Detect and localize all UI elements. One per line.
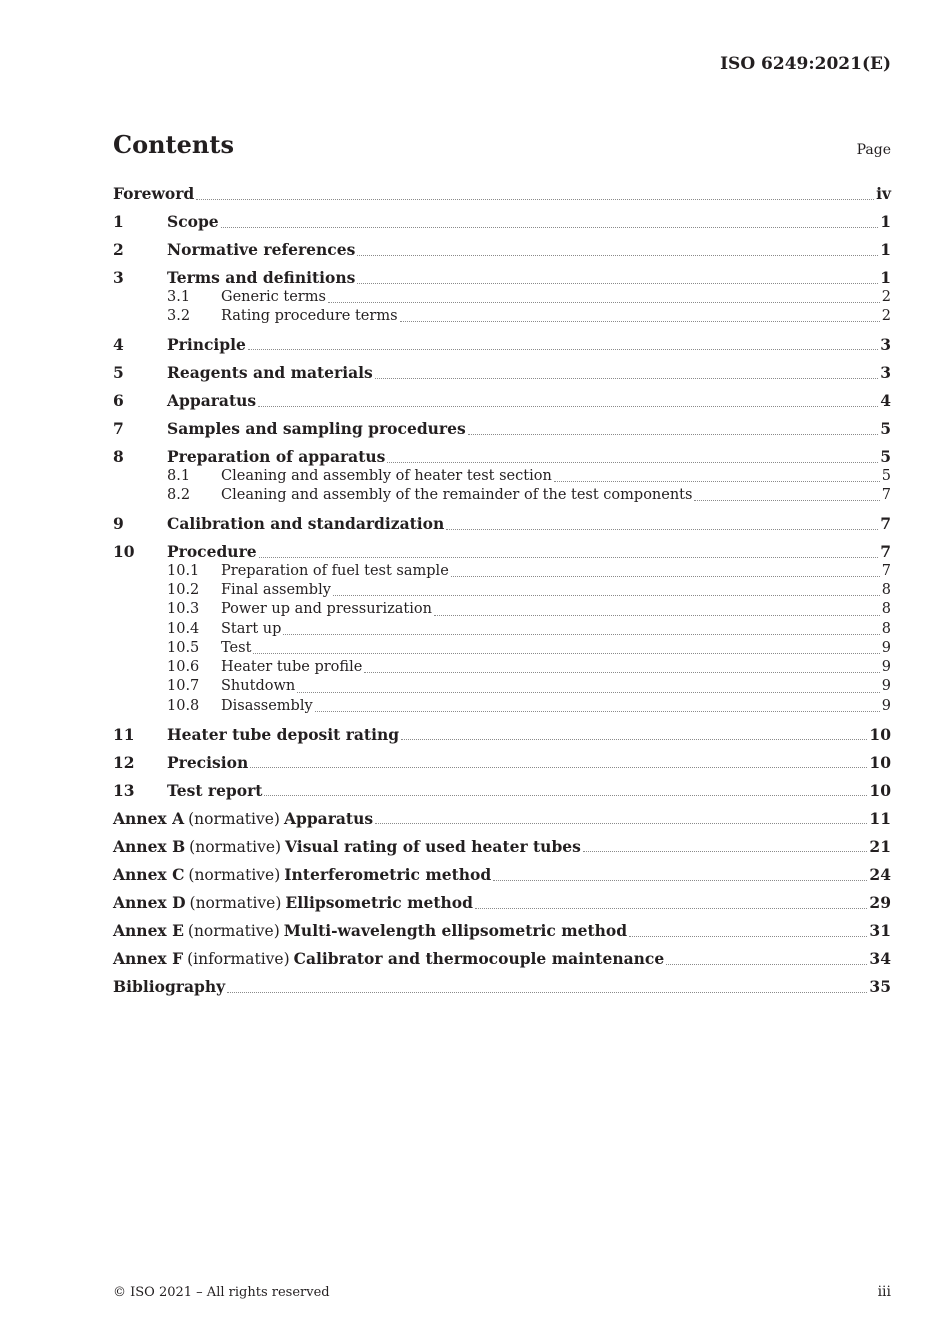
dot-leader (364, 671, 879, 673)
dot-leader (315, 710, 880, 712)
page-title: Contents (113, 130, 234, 159)
dot-leader (694, 499, 879, 501)
toc-entry-title: Bibliography (113, 977, 226, 997)
toc-entry-title: Principle (167, 334, 246, 354)
toc-entry[interactable] (113, 620, 891, 639)
toc-entry[interactable] (113, 543, 891, 562)
toc-entry-number: 8.2 (167, 487, 191, 504)
dot-leader (283, 633, 879, 635)
dot-leader (434, 614, 880, 616)
dot-leader (333, 594, 880, 596)
toc-entry[interactable] (113, 269, 891, 288)
dot-leader (357, 254, 878, 256)
toc-entry-title: Preparation of fuel test sample (221, 562, 449, 579)
toc-entry-page: 8 (881, 601, 891, 618)
toc-entry-page: 29 (869, 893, 891, 913)
toc-entry-page: 2 (881, 308, 891, 325)
toc-entry-number: 10.7 (167, 678, 200, 695)
toc-entry-title: Apparatus (283, 808, 374, 828)
page-number: iii (877, 1284, 891, 1300)
toc-entry[interactable] (113, 288, 891, 307)
toc-entry[interactable] (113, 185, 891, 204)
toc-annex-kind: (normative) (189, 894, 282, 913)
toc-entry-number: 13 (113, 780, 135, 800)
toc-entry-title: Test (221, 639, 252, 656)
toc-entry-page: 5 (881, 467, 891, 484)
toc-entry-number: 4 (113, 334, 124, 354)
toc-annex-kind: (informative) (187, 950, 290, 969)
toc-entry-number: 10.2 (167, 581, 200, 598)
toc-entry-page: 1 (880, 240, 891, 260)
toc-annex-kind: (normative) (188, 866, 281, 885)
dot-leader (401, 738, 867, 740)
toc-entry-number: 10.5 (167, 639, 200, 656)
toc-entry-title: Apparatus (167, 391, 257, 411)
dot-leader (554, 480, 880, 482)
dot-leader (357, 282, 878, 284)
toc-entry-title: Precision (167, 752, 249, 772)
dot-leader (468, 433, 879, 435)
toc-entry-title: Start up (221, 620, 282, 637)
toc-entry-number: 6 (113, 391, 124, 411)
toc-entry-title: Procedure (167, 542, 257, 562)
toc-entry[interactable] (113, 894, 891, 913)
toc-entry[interactable] (113, 754, 891, 773)
toc-entry[interactable] (113, 562, 891, 581)
toc-entry-number: 3.2 (167, 308, 191, 325)
dot-leader (258, 405, 878, 407)
toc-entry[interactable] (113, 515, 891, 534)
toc-entry-page: 11 (869, 808, 891, 828)
toc-annex-id: Annex F (113, 949, 184, 969)
dot-leader (297, 691, 880, 693)
toc-entry[interactable] (113, 726, 891, 745)
toc-entry[interactable] (113, 782, 891, 801)
toc-entry-title: Samples and sampling procedures (167, 419, 466, 439)
toc-entry-page: 10 (869, 724, 891, 744)
toc-entry-number: 9 (113, 514, 124, 534)
toc-entry[interactable] (113, 950, 891, 969)
toc-entry-title: Shutdown (221, 678, 296, 695)
toc-annex-id: Annex E (113, 921, 184, 941)
toc-entry[interactable] (113, 364, 891, 383)
dot-leader (375, 377, 878, 379)
toc-entry-page: 35 (869, 977, 891, 997)
toc-entry-title: Heater tube profile (221, 659, 363, 676)
toc-entry-title: Final assembly (221, 581, 331, 598)
toc-entry-number: 3.1 (167, 288, 191, 305)
toc-entry-number: 10.1 (167, 562, 200, 579)
toc-entry-title: Generic terms (221, 288, 326, 305)
toc-entry-number: 3 (113, 268, 124, 288)
toc-entry-page: 7 (880, 514, 891, 534)
dot-leader (328, 301, 880, 303)
toc-entry-number: 1 (113, 212, 124, 232)
toc-annex-kind: (normative) (189, 837, 282, 856)
toc-entry-page: 7 (880, 542, 891, 562)
toc-entry-title: Preparation of apparatus (167, 447, 386, 467)
dot-leader (221, 226, 879, 228)
toc-annex-id: Annex C (113, 865, 185, 885)
toc-entry[interactable] (113, 922, 891, 941)
toc-entry-page: 9 (881, 678, 891, 695)
toc-entry[interactable] (113, 420, 891, 439)
toc-entry-title: Calibration and standardization (167, 514, 445, 534)
toc-entry-number: 10.6 (167, 659, 200, 676)
toc-entry[interactable] (113, 307, 891, 326)
toc-entry-title: Calibrator and thermocouple maintenance (293, 949, 665, 969)
toc-entry[interactable] (113, 677, 891, 696)
copyright-notice: © ISO 2021 – All rights reserved (113, 1285, 330, 1300)
toc-entry-title: Visual rating of used heater tubes (285, 836, 581, 856)
toc-entry-title: Terms and definitions (167, 268, 356, 288)
toc-entry-page: iv (876, 184, 891, 203)
toc-entry-page: 7 (881, 487, 891, 504)
toc-entry-page: 8 (881, 620, 891, 637)
toc-entry-number: 10.8 (167, 697, 200, 714)
page-column-label: Page (856, 142, 891, 158)
toc-entry-page: 9 (881, 659, 891, 676)
toc-entry[interactable] (113, 866, 891, 885)
toc-entry-number: 8 (113, 447, 124, 467)
dot-leader (264, 794, 867, 796)
toc-entry-number: 5 (113, 363, 124, 383)
toc-entry-title: Power up and pressurization (221, 601, 432, 618)
dot-leader (583, 850, 868, 852)
toc-entry-title: Multi-wavelength ellipsometric method (283, 921, 628, 941)
toc-entry[interactable] (113, 213, 891, 232)
toc-entry-number: 2 (113, 240, 124, 260)
dot-leader (451, 575, 880, 577)
toc-entry-page: 1 (880, 268, 891, 288)
toc-entry-number: 10.3 (167, 601, 200, 618)
toc-entry-page: 24 (869, 865, 891, 885)
toc-entry-page: 34 (869, 949, 891, 969)
toc-entry-title: Scope (167, 212, 219, 232)
toc-annex-kind: (normative) (188, 809, 280, 828)
toc-entry-title: Cleaning and assembly of the remainder of the test components (221, 487, 693, 504)
dot-leader (446, 528, 878, 530)
toc-entry-title: Heater tube deposit rating (167, 724, 400, 744)
toc-entry[interactable] (113, 486, 891, 505)
dot-leader (666, 963, 867, 965)
toc-entry[interactable] (113, 392, 891, 411)
toc-entry-page: 21 (869, 836, 891, 856)
toc-entry-title: Reagents and materials (167, 363, 373, 383)
toc-entry-number: 10.4 (167, 620, 200, 637)
toc-entry-title: Rating procedure terms (221, 308, 398, 325)
toc-entry-page: 10 (869, 752, 891, 772)
document-id: ISO 6249:2021(E) (720, 54, 891, 74)
toc-entry-page: 3 (880, 363, 891, 383)
toc-entry-page: 2 (881, 288, 891, 305)
dot-leader (196, 198, 874, 200)
toc-entry[interactable] (113, 448, 891, 467)
toc-entry-title: Cleaning and assembly of heater test section (221, 467, 552, 484)
toc-entry-title: Normative references (167, 240, 356, 260)
toc-annex-id: Annex B (113, 836, 186, 856)
toc-entry-page: 7 (881, 562, 891, 579)
toc-entry-page: 5 (880, 419, 891, 439)
toc-entry[interactable] (113, 600, 891, 619)
dot-leader (250, 766, 867, 768)
dot-leader (248, 348, 878, 350)
dot-leader (227, 991, 867, 993)
dot-leader (629, 935, 867, 937)
toc-entry-page: 9 (881, 639, 891, 656)
toc-entry-page: 5 (880, 447, 891, 467)
dot-leader (259, 556, 879, 558)
toc-entry[interactable] (113, 581, 891, 600)
toc-entry-number: 7 (113, 419, 124, 439)
toc-entry[interactable] (113, 978, 891, 997)
toc-entry-title: Disassembly (221, 697, 313, 714)
toc-entry[interactable] (113, 838, 891, 857)
toc-entry-page: 4 (880, 391, 891, 411)
toc-entry[interactable] (113, 241, 891, 260)
toc-entry-page: 1 (880, 212, 891, 232)
toc-entry-page: 8 (881, 581, 891, 598)
dot-leader (375, 822, 867, 824)
dot-leader (475, 907, 867, 909)
toc-entry-page: 9 (881, 697, 891, 714)
toc-entry-page: 31 (869, 921, 891, 941)
toc-entry-title: Foreword (113, 184, 195, 203)
toc-entry[interactable] (113, 336, 891, 355)
dot-leader (387, 461, 878, 463)
toc-annex-id: Annex D (113, 893, 186, 913)
toc-entry-page: 3 (880, 334, 891, 354)
toc-entry-number: 12 (113, 752, 135, 772)
toc-entry[interactable] (113, 658, 891, 677)
toc-entry-title: Ellipsometric method (285, 893, 473, 913)
toc-annex-kind: (normative) (187, 922, 280, 941)
toc-entry[interactable] (113, 697, 891, 716)
toc-entry-number: 8.1 (167, 467, 191, 484)
toc-entry-page: 10 (869, 780, 891, 800)
toc-entry[interactable] (113, 467, 891, 486)
toc-entry[interactable] (113, 810, 891, 829)
toc-entry[interactable] (113, 639, 891, 658)
toc-annex-id: Annex A (113, 808, 185, 828)
toc-entry-title: Interferometric method (284, 865, 492, 885)
dot-leader (400, 320, 880, 322)
toc-entry-number: 10 (113, 542, 135, 562)
dot-leader (493, 879, 867, 881)
toc-entry-number: 11 (113, 724, 135, 744)
toc-entry-title: Test report (167, 780, 263, 800)
dot-leader (253, 652, 879, 654)
table-of-contents (113, 185, 891, 997)
